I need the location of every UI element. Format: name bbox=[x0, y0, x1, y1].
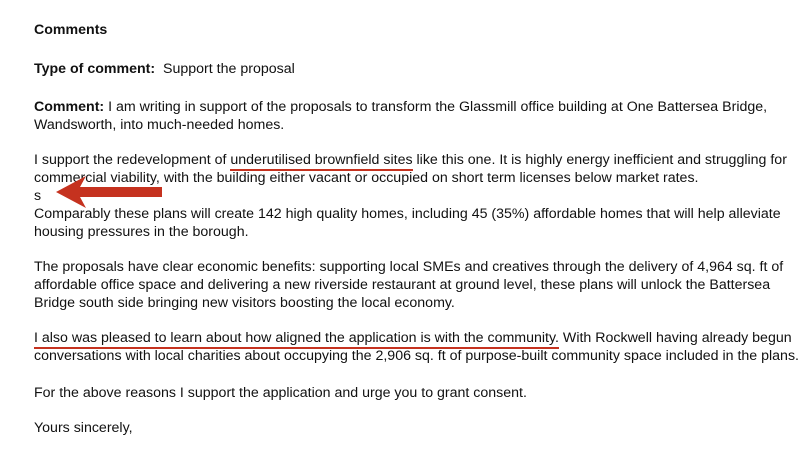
type-of-comment-label: Type of comment: bbox=[34, 61, 156, 77]
p4-line-2: affordable office space and delivering a new riverside restaurant at ground level, these plans will unlock the Battersea bbox=[34, 277, 771, 293]
p4-line-3: Bridge south side bringing new visitors boosting the local economy. bbox=[34, 295, 455, 311]
type-of-comment-value: Support the proposal bbox=[163, 61, 295, 77]
left-arrow-icon bbox=[56, 176, 166, 208]
p2-line-3-stray-s: s bbox=[34, 188, 42, 204]
p4-line-1: The proposals have clear economic benefits: supporting local SMEs and creatives through the delivery of 4,964 sq. ft of bbox=[34, 259, 784, 275]
underlined-community-sentence: I also was pleased to learn about how aligned the application is with the community. bbox=[34, 330, 559, 349]
p5-line-2: conversations with local charities about occupying the 2,906 sq. ft of purpose-built community space included in the plans. bbox=[34, 348, 799, 364]
comment-text-1: I am writing in support of the proposals to transform the Glassmill office building at One Battersea Bridge, bbox=[104, 99, 768, 115]
type-of-comment-line bbox=[34, 60, 295, 78]
p6-line-1: For the above reasons I support the application and urge you to grant consent. bbox=[34, 385, 527, 401]
underlined-brownfield-phrase: underutilised brownfield sites bbox=[230, 152, 412, 171]
p5-text-b: With Rockwell having already begun bbox=[558, 330, 792, 346]
p3-line-2: housing pressures in the borough. bbox=[34, 224, 249, 240]
p2-text-a: I support the redevelopment of bbox=[34, 152, 231, 168]
p2-line-1 bbox=[34, 151, 787, 169]
comment-line-1 bbox=[34, 98, 767, 116]
comment-label: Comment: bbox=[34, 99, 105, 115]
comment-line-2: Wandsworth, into much-needed homes. bbox=[34, 117, 285, 133]
p2-line-2: commercial viability, with the building either vacant or occupied on short term licenses below market rates. bbox=[34, 170, 699, 186]
closing-line: Yours sincerely, bbox=[34, 420, 133, 436]
p2-text-b: like this one. It is highly energy inefficient and struggling for bbox=[412, 152, 787, 168]
p3-line-1: Comparably these plans will create 142 high quality homes, including 45 (35%) affordable homes that will help alleviate bbox=[34, 206, 781, 222]
p5-line-1 bbox=[34, 329, 792, 347]
document-page bbox=[34, 0, 799, 450]
comments-heading: Comments bbox=[34, 22, 108, 38]
